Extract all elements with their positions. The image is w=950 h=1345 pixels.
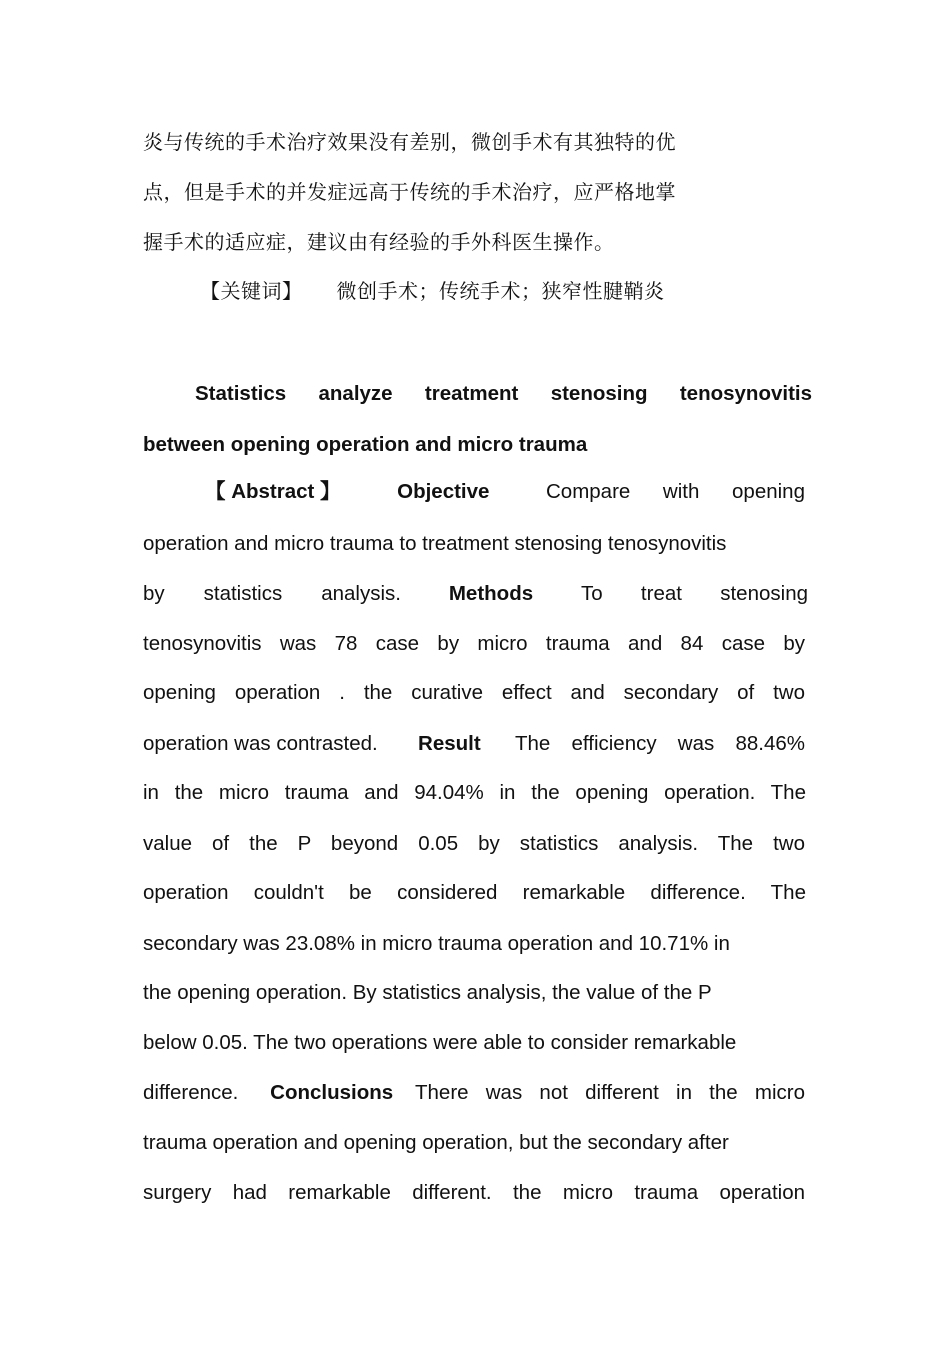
abstract-line-15: surgery had remarkable different. the micro trauma operation bbox=[143, 1181, 805, 1204]
chinese-abstract-line-1: 炎与传统的手术治疗效果没有差别，微创手术有其独特的优 bbox=[143, 130, 676, 154]
methods-label: Methods bbox=[448, 582, 534, 605]
abstract-line-3-post: To treat stenosing bbox=[581, 582, 808, 605]
chinese-abstract-line-3: 握手术的适应症，建议由有经验的手外科医生操作。 bbox=[143, 230, 615, 254]
abstract-line-9: operation couldn't be considered remarkable difference. The bbox=[143, 881, 806, 904]
abstract-line-6-post: The efficiency was 88.46% bbox=[515, 732, 805, 755]
abstract-line-14: trauma operation and opening operation, but the secondary after bbox=[143, 1131, 729, 1154]
english-title-line-2: between opening operation and micro trauma bbox=[143, 433, 588, 456]
abstract-line-3-pre: by statistics analysis. bbox=[143, 582, 401, 605]
abstract-line-5: opening operation . the curative effect and secondary of two bbox=[143, 681, 805, 704]
abstract-line-12: below 0.05. The two operations were able to consider remarkable bbox=[143, 1031, 737, 1054]
keywords-label: 【关键词】 bbox=[200, 279, 303, 303]
english-title-line-1: Statistics analyze treatment stenosing tenosynovitis bbox=[195, 382, 812, 405]
abstract-line-11: the opening operation. By statistics analysis, the value of the P bbox=[143, 981, 712, 1004]
result-label: Result bbox=[418, 732, 481, 755]
keywords-terms: 微创手术；传统手术；狭窄性腱鞘炎 bbox=[336, 279, 665, 303]
objective-text: Compare with opening bbox=[545, 480, 805, 503]
abstract-line-6 bbox=[143, 729, 805, 759]
abstract-line-10: secondary was 23.08% in micro trauma operation and 10.71% in bbox=[143, 932, 730, 955]
chinese-abstract-line-2: 点，但是手术的并发症远高于传统的手术治疗，应严格地掌 bbox=[143, 180, 676, 204]
abstract-line-2: operation and micro trauma to treatment stenosing tenosynovitis bbox=[143, 532, 727, 555]
abstract-line-8: value of the P beyond 0.05 by statistics analysis. The two bbox=[143, 832, 805, 855]
abstract-line-1 bbox=[205, 477, 805, 507]
abstract-line-13 bbox=[143, 1078, 805, 1108]
abstract-label: 【 Abstract 】 bbox=[205, 480, 341, 503]
abstract-line-13-pre: difference. bbox=[143, 1081, 239, 1104]
abstract-line-7: in the micro trauma and 94.04% in the opening operation. The bbox=[143, 781, 806, 804]
objective-label: Objective bbox=[397, 480, 490, 503]
abstract-line-13-post: There was not different in the micro bbox=[415, 1081, 805, 1104]
conclusions-label: Conclusions bbox=[270, 1081, 394, 1104]
abstract-line-4: tenosynovitis was 78 case by micro trauma and 84 case by bbox=[143, 632, 805, 655]
abstract-line-6-pre: operation was contrasted. bbox=[143, 732, 378, 755]
abstract-line-3 bbox=[143, 579, 808, 609]
keywords-line bbox=[200, 276, 665, 306]
